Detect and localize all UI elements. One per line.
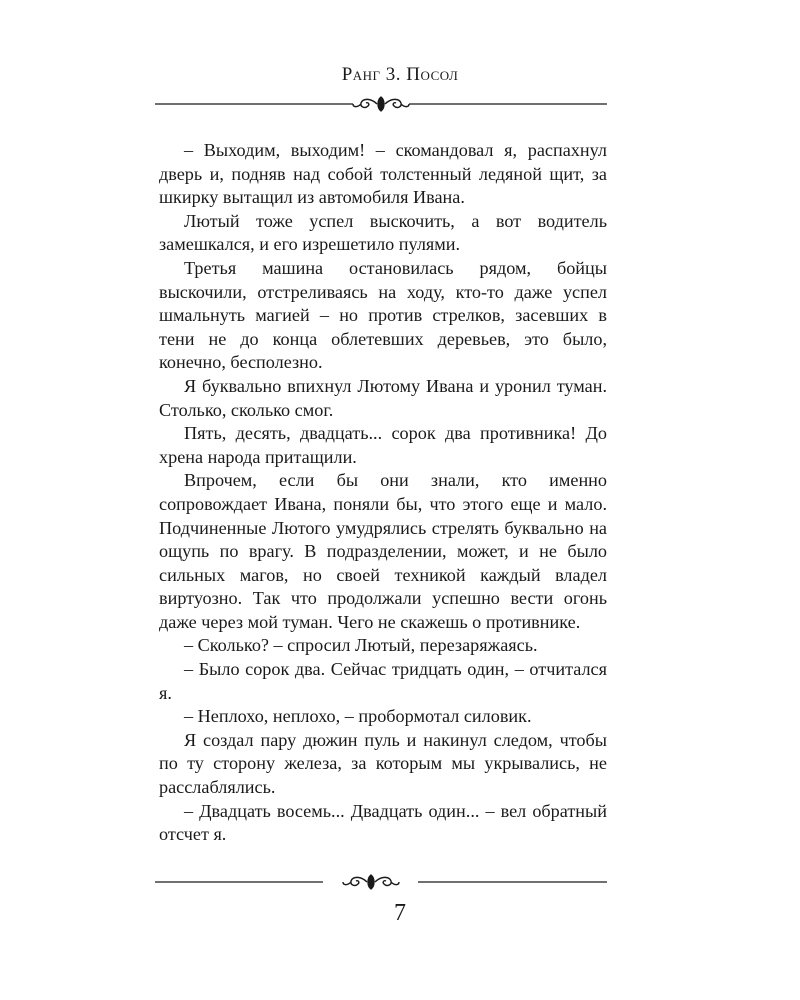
paragraph: – Двадцать восемь... Двадцать один... – вел обратный отсчет я. — [159, 800, 607, 845]
paragraph: Я создал пару дюжин пуль и накинул следом, чтобы по ту сторону железа, за которым мы укрывались, не расслаблялись. — [159, 729, 607, 798]
flourish-ornament-icon — [155, 94, 607, 114]
page-number: 7 — [394, 900, 406, 926]
paragraph: – Сколько? – спросил Лютый, перезаряжаясь. — [184, 635, 538, 656]
paragraph: – Было сорок два. Сейчас тридцать один, – отчитался я. — [159, 659, 607, 703]
paragraph: Третья машина остановилась рядом, бойцы выскочили, отстреливаясь на ходу, кто-то даже успел шмальнуть магией – но против стрелков, засевших в тени не до конца облетевших деревьев, это было, конечно, бесполезно. — [159, 257, 607, 373]
header-ornament-divider — [155, 94, 607, 114]
paragraph: Я буквально впихнул Лютому Ивана и уронил туман. Столько, сколько смог. — [159, 375, 607, 420]
flourish-ornament-icon — [155, 872, 607, 892]
body-text — [159, 139, 607, 847]
paragraph: Пять, десять, двадцать... сорок два противника! До хрена народа притащили. — [159, 423, 607, 467]
footer-ornament-divider — [155, 872, 607, 892]
running-header-title: Ранг 3. Посол — [341, 64, 459, 85]
paragraph: Впрочем, если бы они знали, кто именно сопровождает Ивана, поняли бы, что этого еще и мало. Подчиненные Лютого умудрялись стрелять буквально на ощупь по врагу. В подразделении, может, и не было сильных магов, но своей техникой каждый владел виртуозно. Так что продолжали успешно вести огонь даже через мой туман. Чего не скажешь о противнике. — [159, 470, 607, 632]
paragraph: – Выходим, выходим! – скомандовал я, распахнул дверь и, подняв над собой толстенный ледяной щит, за шкирку вытащил из автомобиля Ивана. — [159, 140, 607, 208]
paragraph: – Неплохо, неплохо, – пробормотал силовик. — [184, 706, 532, 727]
paragraph: Лютый тоже успел выскочить, а вот водитель замешкался, и его изрешетило пулями. — [159, 210, 607, 255]
